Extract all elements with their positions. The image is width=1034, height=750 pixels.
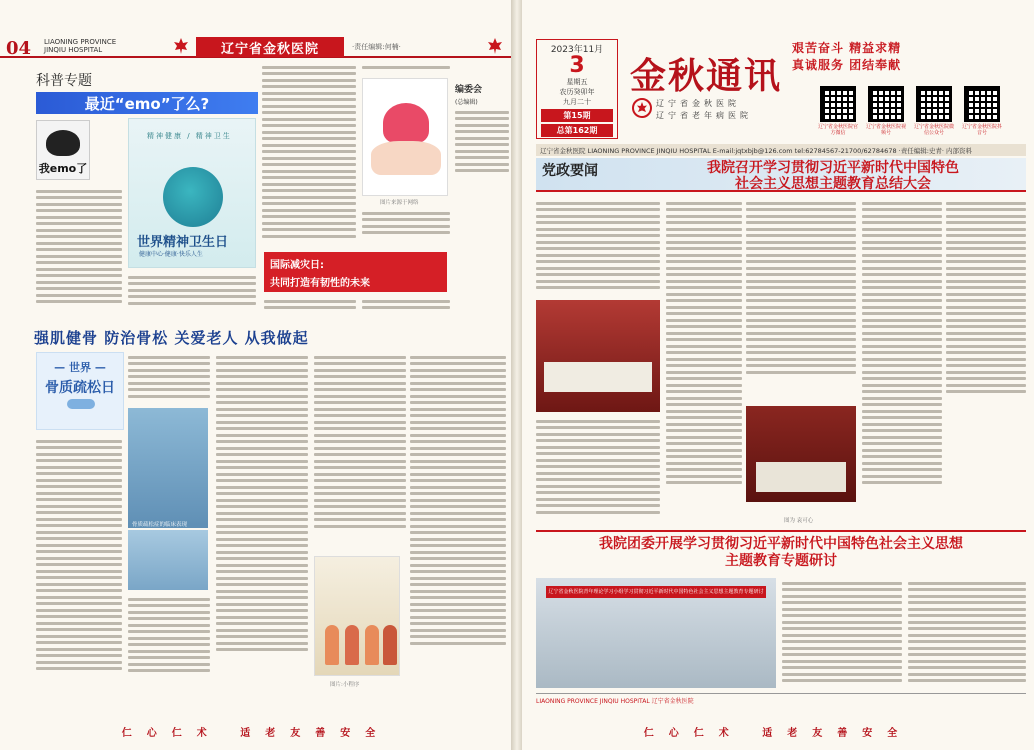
meeting-text-col1b <box>536 416 660 524</box>
meeting-photo-caption: 图为 袁可心 <box>784 518 814 524</box>
osteoporosis-text-col2 <box>128 352 210 404</box>
mental-health-day-poster: 精神健康 / 精神卫生 世界精神卫生日 健康中心·健康·快乐人生 <box>128 118 256 268</box>
qr-code-icon <box>964 86 1000 122</box>
emo-article-text-col2 <box>128 272 256 312</box>
headline-youth-league: 我院团委开展学习贯彻习近平新时代中国特色社会主义思想 主题教育专题研讨 <box>536 530 1026 574</box>
emo-meme-image <box>36 120 90 180</box>
youth-text-spacer <box>536 690 776 691</box>
hospital-logo-icon <box>632 98 652 118</box>
youth-text-col2 <box>908 578 1026 690</box>
meeting-text-col4 <box>862 198 942 524</box>
maple-leaf-icon <box>486 37 504 55</box>
right-page <box>522 0 1034 750</box>
emo-article-text-col1 <box>36 186 122 310</box>
dancers-caption: 图片:小程序 <box>330 682 360 688</box>
qr-caption: 辽宁省金秋医院抖音号 <box>961 124 1002 136</box>
politics-news-header <box>536 158 1026 192</box>
emo-article-text-col3 <box>262 62 356 248</box>
osteoporosis-text-col1 <box>36 436 122 696</box>
left-page <box>0 0 512 750</box>
newspaper-masthead: 金秋通讯 <box>630 55 783 97</box>
meeting-text-col1 <box>536 198 660 296</box>
disaster-reduction-callout: 国际减灾日: 共同打造有韧性的未来 <box>264 252 447 292</box>
page-fold <box>512 0 522 750</box>
osteoporosis-day-poster: — 世界 — 骨质疏松日 <box>36 352 124 430</box>
osteoporosis-photo-caption: 骨质疏松症的临床表现 <box>132 522 188 528</box>
right-footer-slogan: 仁心仁术 适老友善安全 <box>643 728 913 739</box>
meeting-photo-2 <box>746 406 856 502</box>
qr-caption: 辽宁省金秋医院微信公众号 <box>913 124 954 136</box>
group-photo-banner: 辽宁省金秋医院青年理论学习小组学习贯彻习近平新时代中国特色社会主义思想主题教育专题研讨 <box>546 586 766 598</box>
disaster-text-col1 <box>264 296 356 320</box>
headline-summary-meeting: 我院召开学习贯彻习近平新时代中国特色 社会主义思想主题教育总结大会 <box>707 160 959 192</box>
hospital-english-name: LIAONING PROVINCE JINQIU HOSPITAL <box>44 38 117 54</box>
hospital-slogan: 艰苦奋斗 精益求精 真诚服务 团结奉献 <box>792 41 902 72</box>
qr-caption: 辽宁省金秋医院视频号 <box>865 124 906 136</box>
emo-article-text-col4 <box>362 62 450 76</box>
contact-info-bar: 辽宁省金秋医院 LIAONING PROVINCE JINQIU HOSPITAL E-mail:jqtxbjb@126.com tel:62784567-21700/62784678 ·责任编辑:史青· 内部资料 <box>536 144 1026 156</box>
hospital-names: 辽宁省金秋医院 辽宁省老年病医院 <box>656 99 752 120</box>
meeting-text-col5 <box>946 198 1026 524</box>
youth-league-group-photo <box>536 578 776 688</box>
qr-code-icon <box>916 86 952 122</box>
emo-meme-caption: 我emo了 <box>38 162 88 175</box>
qr-caption: 辽宁省金秋医院官方微信 <box>817 124 858 136</box>
osteoporosis-text-col6 <box>410 352 506 692</box>
meeting-photo-1 <box>536 300 660 412</box>
left-footer-slogan: 仁心仁术 适老友善安全 <box>121 728 391 739</box>
qr-code-icon <box>868 86 904 122</box>
meeting-text-col3 <box>746 198 856 402</box>
globe-head-icon <box>163 167 223 227</box>
maple-leaf-icon <box>172 37 190 55</box>
page-number: 04 <box>6 38 32 59</box>
section-label-politics: 党政要闻 <box>542 163 598 179</box>
osteoporosis-text-col3 <box>128 594 210 694</box>
meeting-text-col2 <box>666 198 742 524</box>
issue-date-box: 2023年11月 3 星期五 农历癸卯年 九月二十 第15期 总第162期 <box>536 39 618 139</box>
heart-hands-image <box>362 78 448 196</box>
section-label-kepu: 科普专题 <box>36 73 92 89</box>
elderly-dancers-image <box>314 556 400 676</box>
emo-article-text-col5 <box>362 208 450 248</box>
osteoporosis-text-col4 <box>216 352 308 692</box>
youth-text-col1 <box>782 578 902 690</box>
disaster-text-col2 <box>362 296 450 320</box>
osteoporosis-article-title: 强肌健骨 防治骨松 关爱老人 从我做起 <box>34 329 309 347</box>
osteoporosis-photo-2 <box>128 530 208 590</box>
editorial-board-sidebar: 编委会 (总编辑) <box>455 82 509 222</box>
editor-credit: ·责任编辑:何楠· <box>352 43 401 51</box>
osteoporosis-text-col5 <box>314 352 406 552</box>
heart-image-caption: 图片来源于网络 <box>380 200 419 206</box>
right-footer-bar: LIAONING PROVINCE JINQIU HOSPITAL 辽宁省金秋医院 <box>536 693 1026 705</box>
qr-code-icon <box>820 86 856 122</box>
section-name-bar: 辽宁省金秋医院 <box>196 37 344 57</box>
osteoporosis-photo <box>128 408 208 528</box>
emo-article-title: 最近“emo”了么? <box>36 92 258 114</box>
